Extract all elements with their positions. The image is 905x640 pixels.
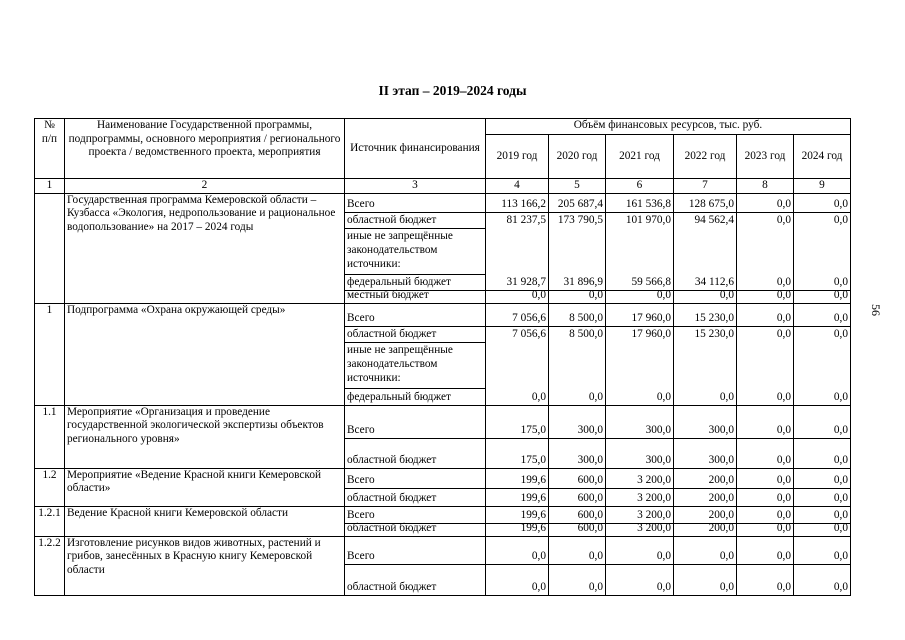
budget-value: 0,0: [776, 312, 791, 324]
budget-value: 300,0: [645, 454, 671, 466]
year-values: [486, 506, 549, 536]
budget-value: 34 112,6: [694, 276, 734, 288]
column-number: 7: [674, 179, 737, 194]
budget-value: 113 166,2: [501, 198, 546, 210]
budget-value: 0,0: [719, 289, 734, 301]
budget-value: 0,0: [776, 550, 791, 562]
funding-source: иные не запрещённые законодательством источники:: [347, 229, 453, 270]
year-values: [486, 536, 549, 595]
budget-value: 199,6: [520, 492, 546, 504]
year-values: [674, 468, 737, 506]
budget-value: 0,0: [776, 492, 791, 504]
budget-value: 31 928,7: [506, 276, 546, 288]
row-name: Мероприятие «Организация и проведение государственной экологической экспертизы объектов регионального уровня»: [65, 405, 345, 468]
budget-value: 0,0: [776, 474, 791, 486]
year-values: [549, 536, 606, 595]
year-values: [549, 506, 606, 536]
header-num: [35, 119, 65, 179]
budget-value: 200,0: [708, 492, 734, 504]
budget-value: 3 200,0: [637, 509, 671, 521]
budget-value: 199,6: [520, 474, 546, 486]
budget-value: 600,0: [577, 509, 603, 521]
budget-table: [34, 118, 851, 596]
year-values: [674, 193, 737, 303]
row-name: Ведение Красной книги Кемеровской области: [65, 506, 345, 536]
year-values: [737, 468, 794, 506]
budget-value: 0,0: [833, 276, 848, 288]
funding-source: Всего: [347, 312, 375, 324]
table-row: [35, 405, 851, 468]
year-values: [606, 506, 674, 536]
header-volume-text: Объём финансовых ресурсов, тыс. руб.: [573, 119, 763, 131]
year-values: [737, 536, 794, 595]
funding-source: местный бюджет: [347, 289, 429, 301]
column-number: 2: [65, 179, 345, 194]
header-year: 2019 год: [486, 135, 549, 179]
year-values: [674, 303, 737, 405]
year-values: [606, 303, 674, 405]
budget-value: 0,0: [833, 522, 848, 534]
budget-value: 7 056,6: [512, 328, 546, 340]
funding-source: Всего: [347, 474, 375, 486]
funding-source: областной бюджет: [347, 214, 437, 226]
budget-value: 128 675,0: [688, 198, 734, 210]
budget-value: 0,0: [776, 522, 791, 534]
budget-value: 15 230,0: [694, 312, 734, 324]
year-values: [794, 506, 851, 536]
year-values: [794, 468, 851, 506]
year-values: [794, 303, 851, 405]
budget-value: 94 562,4: [694, 214, 734, 226]
budget-value: 0,0: [588, 391, 603, 403]
budget-value: 17 960,0: [631, 312, 671, 324]
table-row: [35, 303, 851, 405]
year-values: [606, 405, 674, 468]
budget-value: 0,0: [776, 198, 791, 210]
header-source-text: Источник финансирования: [350, 141, 480, 154]
budget-value: 31 896,9: [563, 276, 603, 288]
header-source: [345, 119, 486, 179]
budget-value: 0,0: [833, 198, 848, 210]
year-values: [606, 468, 674, 506]
year-values: [674, 536, 737, 595]
funding-source: областной бюджет: [347, 328, 437, 340]
funding-source: областной бюджет: [347, 454, 437, 466]
year-values: [549, 405, 606, 468]
table-body: [35, 193, 851, 595]
budget-value: 3 200,0: [637, 492, 671, 504]
row-sources: [345, 303, 486, 405]
budget-value: 161 536,8: [625, 198, 671, 210]
budget-value: 0,0: [776, 276, 791, 288]
budget-value: 0,0: [833, 454, 848, 466]
budget-value: 0,0: [776, 454, 791, 466]
year-values: [486, 193, 549, 303]
budget-value: 81 237,5: [506, 214, 546, 226]
budget-value: 300,0: [645, 424, 671, 436]
year-values: [486, 468, 549, 506]
column-number: 5: [549, 179, 606, 194]
row-number: 1.2: [35, 468, 65, 506]
funding-source: областной бюджет: [347, 581, 437, 593]
budget-value: 0,0: [656, 550, 671, 562]
budget-value: 0,0: [776, 581, 791, 593]
year-values: [549, 193, 606, 303]
budget-value: 0,0: [833, 312, 848, 324]
row-number: 1.1: [35, 405, 65, 468]
budget-value: 600,0: [577, 522, 603, 534]
budget-value: 59 566,8: [631, 276, 671, 288]
funding-source: иные не запрещённые законодательством источники:: [347, 343, 453, 384]
budget-value: 300,0: [577, 454, 603, 466]
row-number: 1: [35, 303, 65, 405]
row-sources: [345, 405, 486, 468]
year-values: [606, 536, 674, 595]
budget-value: 0,0: [833, 214, 848, 226]
funding-source: Всего: [347, 509, 375, 521]
table-row: [35, 506, 851, 536]
budget-value: 8 500,0: [569, 328, 603, 340]
budget-value: 0,0: [833, 492, 848, 504]
budget-value: 15 230,0: [694, 328, 734, 340]
budget-value: 199,6: [520, 509, 546, 521]
budget-value: 0,0: [833, 474, 848, 486]
year-values: [737, 506, 794, 536]
budget-value: 0,0: [531, 391, 546, 403]
budget-value: 0,0: [656, 581, 671, 593]
column-number: 1: [35, 179, 65, 194]
budget-value: 0,0: [719, 550, 734, 562]
year-values: [674, 405, 737, 468]
header-volume: [486, 119, 851, 135]
funding-source: Всего: [347, 424, 375, 436]
row-sources: [345, 468, 486, 506]
budget-value: 0,0: [531, 550, 546, 562]
funding-source: областной бюджет: [347, 492, 437, 504]
year-values: [794, 193, 851, 303]
budget-value: 0,0: [719, 581, 734, 593]
row-number: [35, 193, 65, 303]
year-values: [674, 506, 737, 536]
row-name: Государственная программа Кемеровской области – Кузбасса «Экология, недропользование и рациональное водопользование» на 2017 – 2024 годы: [65, 193, 345, 303]
budget-value: 0,0: [833, 509, 848, 521]
header-name-text: Наименование Государственной программы, подпрограммы, основного мероприятия / регионального проекта / ведомственного проекта, мероприятия: [68, 119, 341, 158]
year-values: [737, 303, 794, 405]
budget-value: 173 790,5: [557, 214, 603, 226]
row-sources: [345, 193, 486, 303]
budget-value: 175,0: [520, 424, 546, 436]
budget-value: 200,0: [708, 522, 734, 534]
header-year: 2021 год: [606, 135, 674, 179]
year-values: [606, 193, 674, 303]
budget-value: 0,0: [833, 424, 848, 436]
row-number: 1.2.2: [35, 536, 65, 595]
table-row: [35, 193, 851, 303]
header-name: [65, 119, 345, 179]
budget-value: 0,0: [833, 550, 848, 562]
budget-value: 205 687,4: [557, 198, 603, 210]
budget-value: 17 960,0: [631, 328, 671, 340]
header-year: 2024 год: [794, 135, 851, 179]
column-number: 4: [486, 179, 549, 194]
budget-value: 0,0: [531, 581, 546, 593]
budget-value: 0,0: [776, 328, 791, 340]
year-values: [549, 468, 606, 506]
year-values: [486, 405, 549, 468]
budget-value: 7 056,6: [512, 312, 546, 324]
column-number: 6: [606, 179, 674, 194]
budget-value: 0,0: [833, 289, 848, 301]
row-sources: [345, 506, 486, 536]
budget-value: 600,0: [577, 474, 603, 486]
budget-value: 0,0: [588, 289, 603, 301]
year-values: [737, 193, 794, 303]
funding-source: Всего: [347, 198, 375, 210]
budget-value: 3 200,0: [637, 522, 671, 534]
year-values: [737, 405, 794, 468]
funding-source: областной бюджет: [347, 522, 437, 534]
budget-value: 8 500,0: [569, 312, 603, 324]
table-row: [35, 536, 851, 595]
budget-value: 300,0: [577, 424, 603, 436]
budget-value: 199,6: [520, 522, 546, 534]
header-year: 2022 год: [674, 135, 737, 179]
budget-value: 600,0: [577, 492, 603, 504]
funding-source: Всего: [347, 550, 375, 562]
budget-value: 200,0: [708, 474, 734, 486]
row-number: 1.2.1: [35, 506, 65, 536]
row-name: Изготовление рисунков видов животных, растений и грибов, занесённых в Красную книгу Кемеровской области: [65, 536, 345, 595]
budget-value: 0,0: [776, 509, 791, 521]
budget-value: 0,0: [833, 391, 848, 403]
page-title: II этап – 2019–2024 годы: [378, 83, 527, 98]
header-num-text: № п/п: [41, 119, 58, 145]
budget-value: 0,0: [776, 424, 791, 436]
budget-value: 3 200,0: [637, 474, 671, 486]
year-values: [549, 303, 606, 405]
budget-value: 175,0: [520, 454, 546, 466]
budget-value: 300,0: [708, 424, 734, 436]
row-sources: [345, 536, 486, 595]
page-number: 56: [869, 304, 883, 316]
budget-value: 0,0: [531, 289, 546, 301]
table-row: [35, 468, 851, 506]
budget-value: 0,0: [833, 581, 848, 593]
funding-source: федеральный бюджет: [347, 391, 451, 403]
year-values: [794, 536, 851, 595]
year-values: [486, 303, 549, 405]
budget-value: 0,0: [588, 550, 603, 562]
budget-value: 0,0: [776, 214, 791, 226]
funding-source: федеральный бюджет: [347, 276, 451, 288]
budget-value: 0,0: [656, 391, 671, 403]
budget-value: 0,0: [719, 391, 734, 403]
budget-value: 0,0: [776, 289, 791, 301]
budget-value: 0,0: [833, 328, 848, 340]
column-number: 9: [794, 179, 851, 194]
budget-value: 200,0: [708, 509, 734, 521]
budget-value: 0,0: [656, 289, 671, 301]
header-year: 2020 год: [549, 135, 606, 179]
budget-value: 0,0: [588, 581, 603, 593]
column-number: 8: [737, 179, 794, 194]
header-year: 2023 год: [737, 135, 794, 179]
row-name: Подпрограмма «Охрана окружающей среды»: [65, 303, 345, 405]
budget-value: 300,0: [708, 454, 734, 466]
column-number: 3: [345, 179, 486, 194]
year-values: [794, 405, 851, 468]
budget-value: 0,0: [776, 391, 791, 403]
budget-value: 101 970,0: [625, 214, 671, 226]
row-name: Мероприятие «Ведение Красной книги Кемеровской области»: [65, 468, 345, 506]
